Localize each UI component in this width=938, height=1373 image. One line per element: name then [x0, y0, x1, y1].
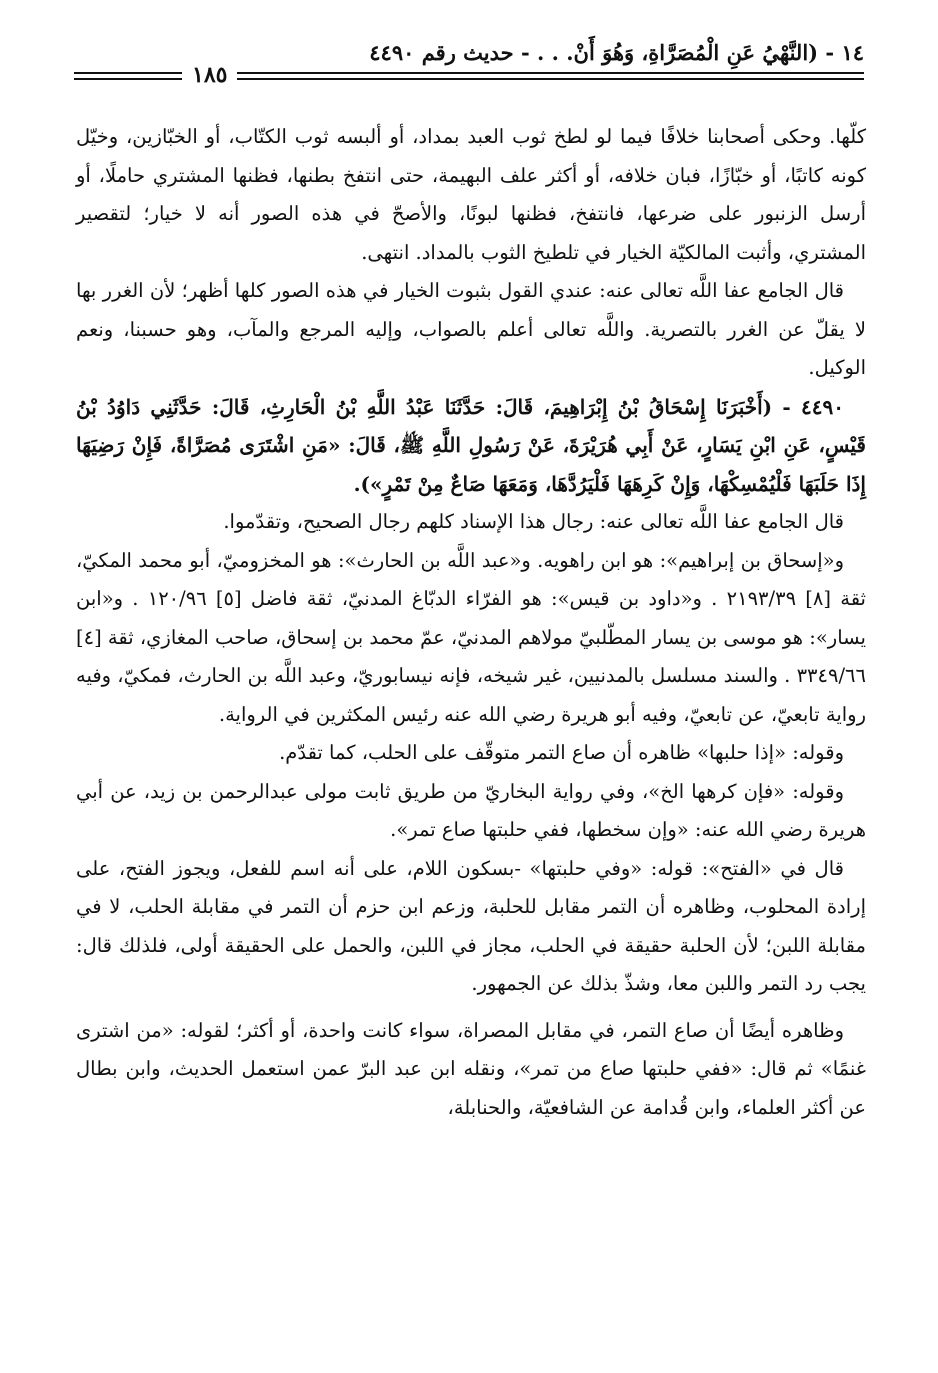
page-number: ١٨٥	[182, 62, 237, 88]
paragraph: قال الجامع عفا اللَّه تعالى عنه: عندي القول بثبوت الخيار في هذه الصور كلها أظهر؛ لأن الغرر بها لا يقلّ عن الغرر بالتصرية. واللَّه تعالى أعلم بالصواب، وإليه المرجع والمآب، وهو حسبنا، ونعم الوكيل.	[76, 279, 866, 379]
header-title: ١٤ - (النَّهْيُ عَنِ الْمُصَرَّاةِ، وَهُوَ أَنْ. . . - حديث رقم ٤٤٩٠	[369, 40, 864, 65]
paragraph: كلّها. وحكى أصحابنا خلافًا فيما لو لطخ ثوب العبد بمداد، أو ألبسه ثوب الكتّاب، أو الخبّازين، وخيّل كونه كاتبًا، أو خبّازًا، فبان خلافه، أو أكثر علف البهيمة، حتى انتفخ بطنها، فظنها المشتري حاملًا، أو أرسل الزنبور على ضرعها، فانتفخ، فظنها لبونًا، والأصحّ في هذه الصور أنه لا خيار؛ لتقصير المشتري، وأثبت المالكيّة الخيار في تلطيخ الثوب بالمداد. انتهى.	[76, 125, 866, 264]
paragraph: قال في «الفتح»: قوله: «وفي حلبتها» -بسكون اللام، على أنه اسم للفعل، ويجوز الفتح، على إرادة المحلوب، وظاهره أن التمر مقابل للحلبة، وزعم ابن حزم أن التمر في مقابلة الحلب، لا في مقابلة اللبن؛ لأن الحلبة حقيقة في الحلب، مجاز في اللبن، والحمل على الحقيقة أولى، فلذلك قال: يجب رد التمر واللبن معا، وشذّ بذلك عن الجمهور.	[76, 856, 866, 995]
paragraph: وقوله: «فإن كرهها الخ»، وفي رواية البخاريّ من طريق ثابت مولى عبدالرحمن بن زيد، عن أبي هريرة رضي الله عنه: «وإن سخطها، ففي حلبتها صاع تمر».	[76, 779, 866, 841]
paragraph: قال الجامع عفا اللَّه تعالى عنه: رجال هذا الإسناد كلهم رجال الصحيح، وتقدّموا.	[223, 510, 844, 533]
paragraph: وظاهره أيضًا أن صاع التمر، في مقابل المصراة، سواء كانت واحدة، أو أكثر؛ لقوله: «من اشترى غنمًا» ثم قال: «ففي حلبتها صاع من تمر»، ونقله ابن عبد البرّ عمن استعمل الحديث، وابن بطال عن أكثر العلماء، وابن قُدامة عن الشافعيّة، والحنابلة،	[76, 1018, 866, 1119]
paragraph: وقوله: «إذا حلبها» ظاهره أن صاع التمر متوقّف على الحلب، كما تقدّم.	[279, 741, 844, 764]
hadith-text: ٤٤٩٠ - (أَخْبَرَنَا إِسْحَاقُ بْنُ إِبْرَاهِيمَ، قَالَ: حَدَّثَنَا عَبْدُ اللَّهِ بْنُ الْحَارِثِ، قَالَ: حَدَّثَنِي دَاوُدُ بْنُ قَيْسٍ، عَنِ ابْنِ يَسَارٍ، عَنْ أَبِي هُرَيْرَةَ، عَنْ رَسُولِ اللَّهِ ﷺ، قَالَ: «مَنِ اشْتَرَى مُصَرَّاةً، فَإِنْ رَضِيَهَا إِذَا حَلَبَهَا فَلْيُمْسِكْهَا، وَإِنْ كَرِهَهَا فَلْيَرُدَّهَا، وَمَعَهَا صَاعٌ مِنْ تَمْرٍ»).	[76, 394, 866, 496]
running-header	[74, 40, 864, 98]
page-body	[76, 118, 866, 1127]
paragraph: و«إسحاق بن إبراهيم»: هو ابن راهويه. و«عبد اللَّه بن الحارث»: هو المخزوميّ، أبو محمد المكيّ، ثقة [٨] ٢١٩٣/٣٩ . و«داود بن قيس»: هو الفرّاء الدبّاغ المدنيّ، ثقة فاضل [٥] ١٢٠/٩٦ . و«ابن يسار»: هو موسى بن يسار المطّلبيّ مولاهم المدنيّ، عمّ محمد بن إسحاق، صاحب المغازي، ثقة [٤] ٣٣٤٩/٦٦ . والسند مسلسل بالمدنيين، غير شيخه، فإنه نيسابوريّ، وعبد اللَّه بن الحارث، فمكيّ، وفيه رواية تابعيّ، عن تابعيّ، وفيه أبو هريرة رضي الله عنه رئيس المكثرين في الرواية.	[76, 548, 866, 726]
